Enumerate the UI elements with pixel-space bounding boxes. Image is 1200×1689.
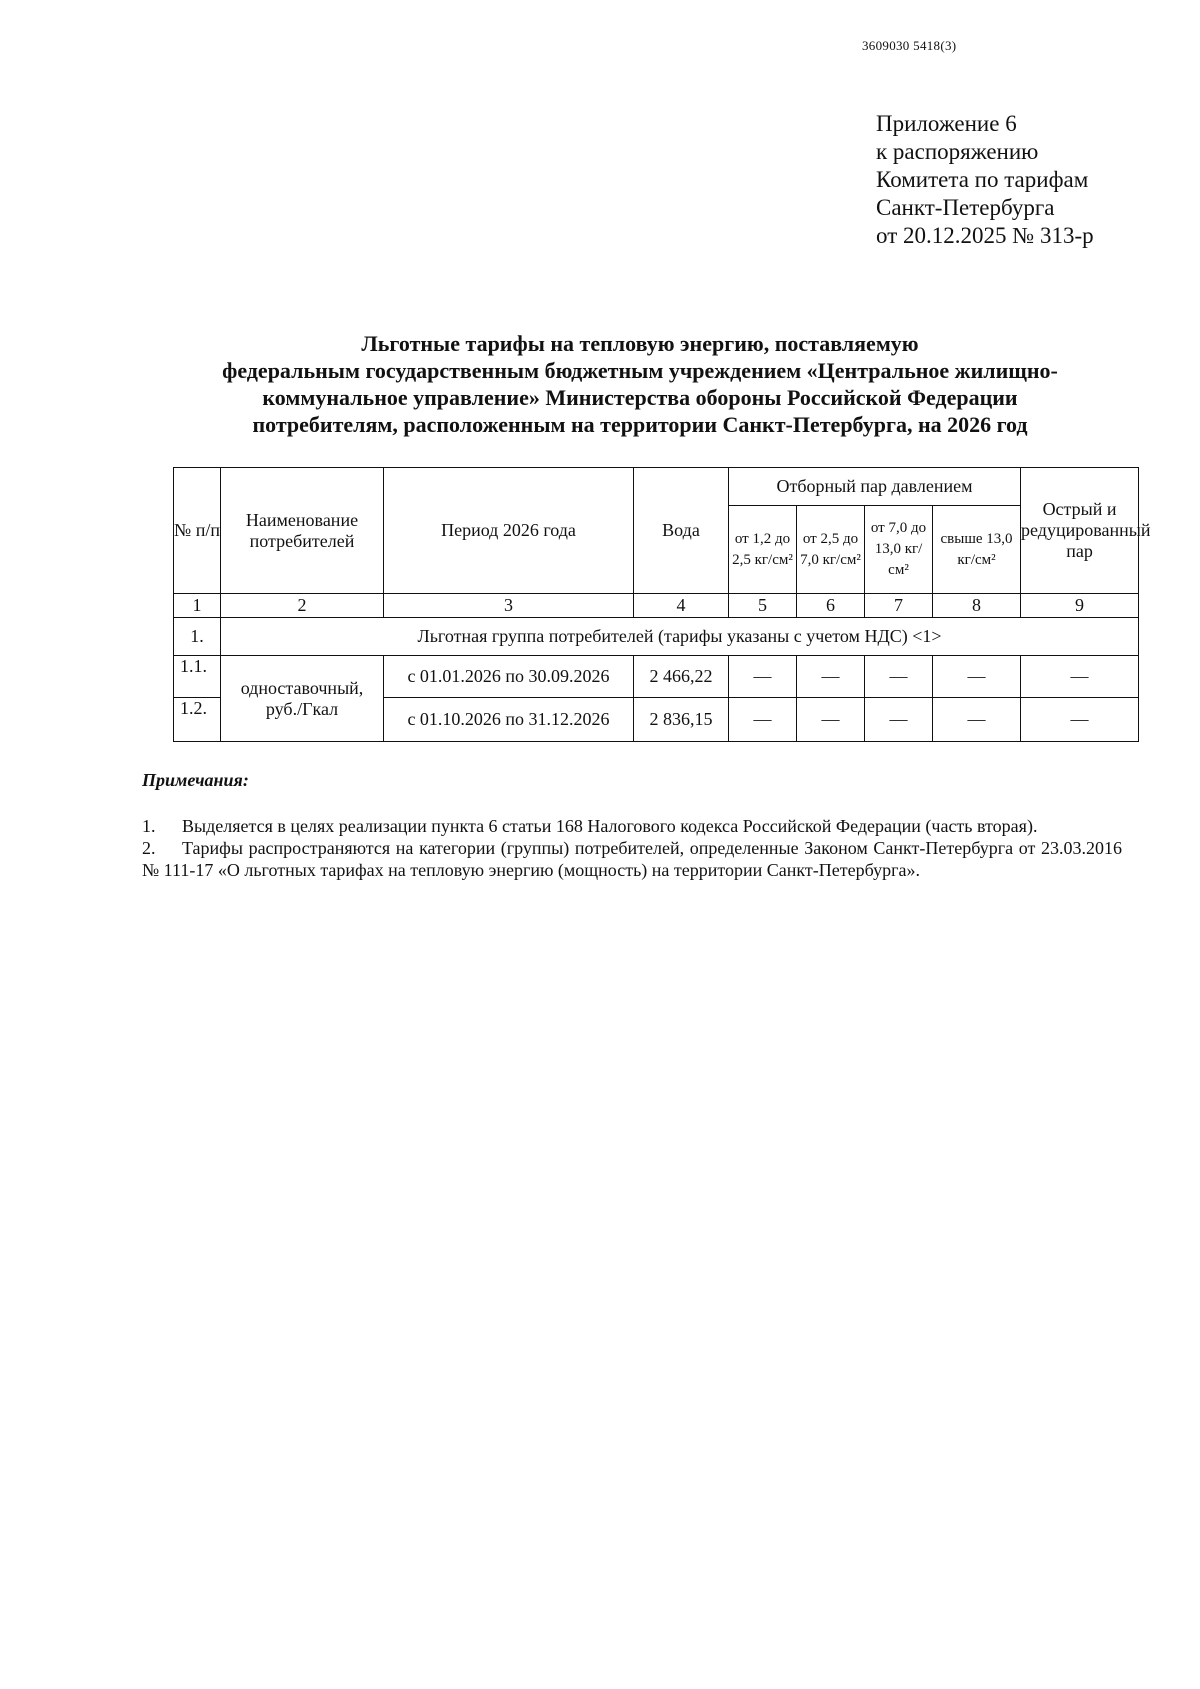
header-steam-4: свыше 13,0 кг/см² xyxy=(933,506,1021,594)
column-number: 6 xyxy=(797,594,865,618)
row-water-tariff: 2 836,15 xyxy=(634,698,729,742)
tariff-table xyxy=(173,467,1151,742)
column-number: 8 xyxy=(933,594,1021,618)
header-steam-pressure: Отборный пар давлением xyxy=(729,468,1021,506)
row-value: — xyxy=(729,698,797,742)
row-number: 1.2. xyxy=(174,698,221,742)
header-no: № п/п xyxy=(174,468,221,594)
appendix-block xyxy=(876,110,1094,250)
row-number: 1.1. xyxy=(174,656,221,698)
header-water: Вода xyxy=(634,468,729,594)
appendix-line: Санкт-Петербурга xyxy=(876,195,1055,220)
column-number: 1 xyxy=(174,594,221,618)
header-period: Период 2026 года xyxy=(384,468,634,594)
row-water-tariff: 2 466,22 xyxy=(634,656,729,698)
note-text: Тарифы распространяются на категории (группы) потребителей, определенные Законом Санкт-Петербурга от 23.03.2016 № 111-17 «О льготных тарифах на тепловую энергию (мощность) на территории Санкт-Петербурга». xyxy=(142,838,1122,880)
title-line: федеральным государственным бюджетным учреждением «Центральное жилищно- xyxy=(222,358,1058,383)
column-number: 7 xyxy=(865,594,933,618)
notes-title: Примечания: xyxy=(142,770,249,790)
note-item xyxy=(142,815,1122,837)
row-value: — xyxy=(797,656,865,698)
note-number: 1. xyxy=(142,816,156,836)
row-value: — xyxy=(797,698,865,742)
title-line: потребителям, расположенным на территории Санкт-Петербурга, на 2026 год xyxy=(252,412,1028,437)
document-title xyxy=(170,330,1110,438)
row-period: с 01.10.2026 по 31.12.2026 xyxy=(384,698,634,742)
column-number: 3 xyxy=(384,594,634,618)
row-value: — xyxy=(865,656,933,698)
header-steam-1: от 1,2 до 2,5 кг/см² xyxy=(729,506,797,594)
row-value: — xyxy=(1021,656,1139,698)
title-line: Льготные тарифы на тепловую энергию, поставляемую xyxy=(361,331,919,356)
group-label: Льготная группа потребителей (тарифы указаны с учетом НДС) <1> xyxy=(221,618,1139,656)
row-value: — xyxy=(933,698,1021,742)
consumer-type: одноставочный, руб./Гкал xyxy=(221,656,384,742)
notes-list xyxy=(142,815,1122,881)
note-text: Выделяется в целях реализации пункта 6 статьи 168 Налогового кодекса Российской Федерации (часть вторая). xyxy=(182,816,1038,836)
document-stamp-number: 3609030 5418(3) xyxy=(862,38,957,53)
column-number: 2 xyxy=(221,594,384,618)
note-item xyxy=(142,837,1122,881)
group-number: 1. xyxy=(174,618,221,656)
header-consumer: Наименование потребителей xyxy=(221,468,384,594)
column-number: 9 xyxy=(1021,594,1139,618)
appendix-line: к распоряжению xyxy=(876,139,1039,164)
appendix-line: Комитета по тарифам xyxy=(876,167,1089,192)
row-value: — xyxy=(729,656,797,698)
row-value: — xyxy=(865,698,933,742)
row-period: с 01.01.2026 по 30.09.2026 xyxy=(384,656,634,698)
title-line: коммунальное управление» Министерства обороны Российской Федерации xyxy=(262,385,1018,410)
header-sharp-steam: Острый и редуцированный пар xyxy=(1021,468,1139,594)
note-number: 2. xyxy=(142,838,156,858)
row-value: — xyxy=(933,656,1021,698)
appendix-line: от 20.12.2025 № 313-р xyxy=(876,223,1094,248)
header-steam-3: от 7,0 до 13,0 кг/см² xyxy=(865,506,933,594)
row-value: — xyxy=(1021,698,1139,742)
header-steam-2: от 2,5 до 7,0 кг/см² xyxy=(797,506,865,594)
appendix-line: Приложение 6 xyxy=(876,111,1017,136)
column-number: 5 xyxy=(729,594,797,618)
column-number: 4 xyxy=(634,594,729,618)
